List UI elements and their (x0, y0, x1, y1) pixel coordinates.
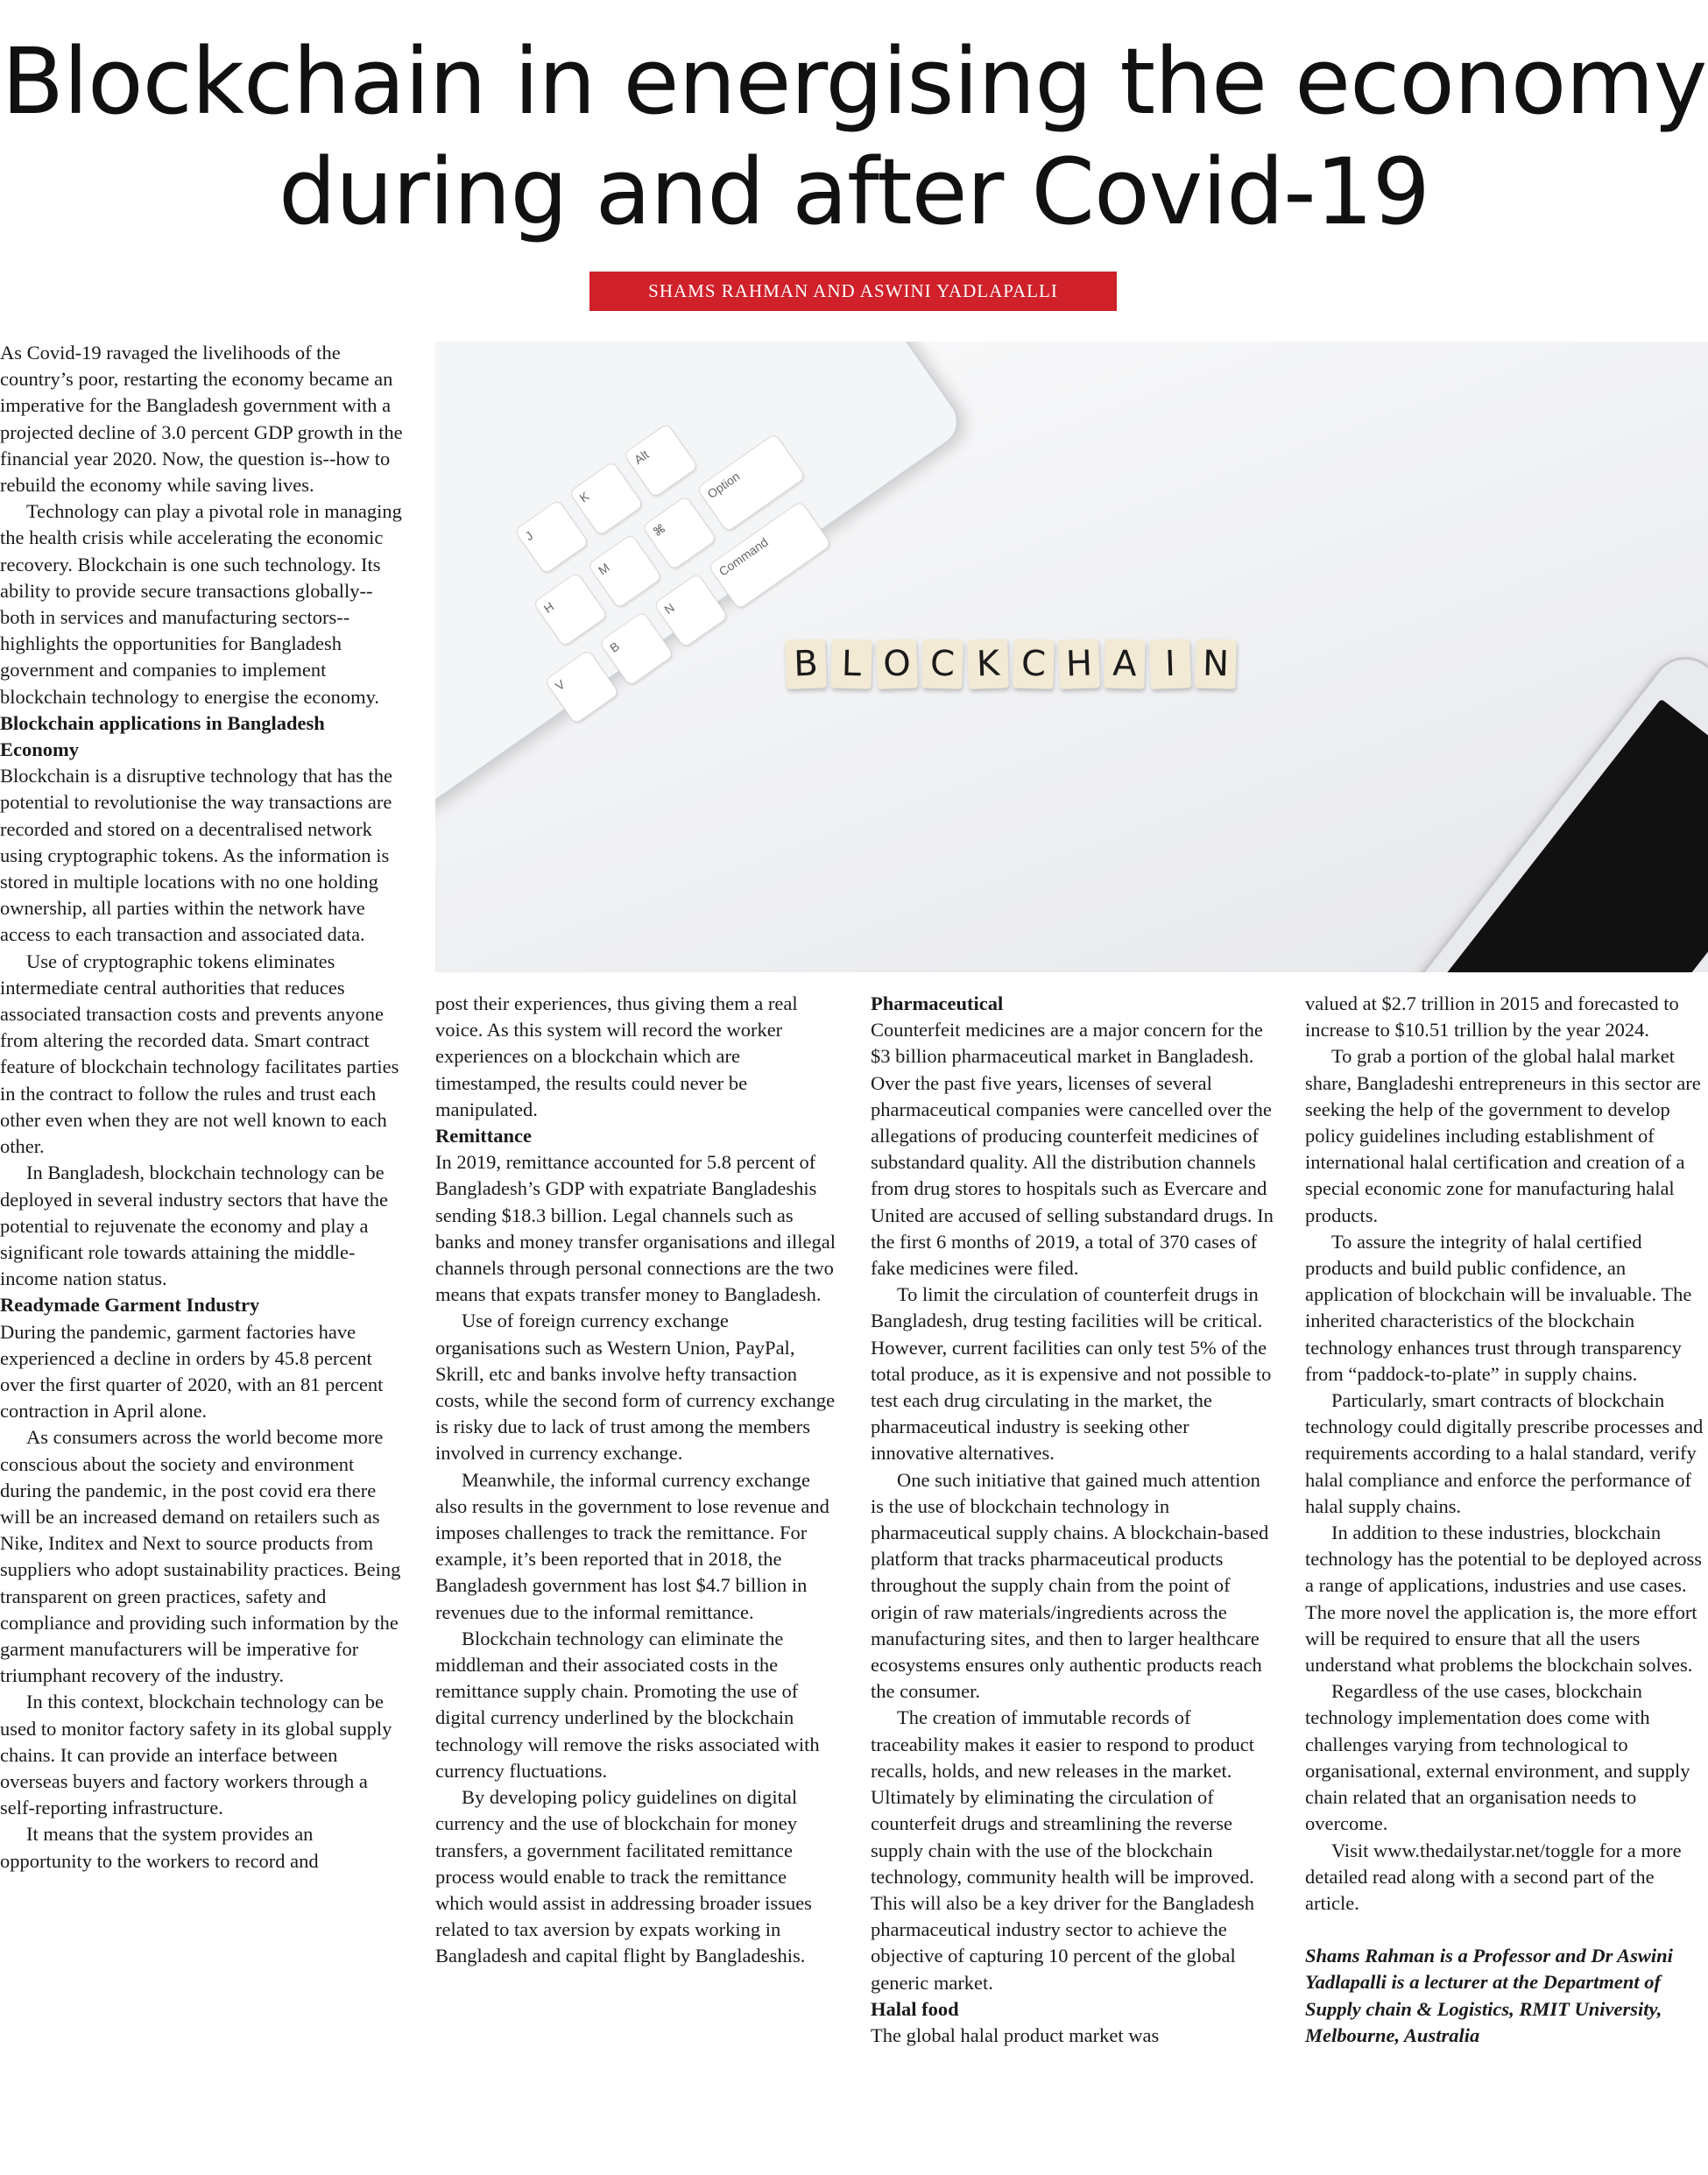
paragraph: Blockchain technology can eliminate the middleman and their associated costs in the remittance supply chain. Promoting the use of digital currency underlined by the blockchain technology will remove the risks associated with currency fluctuations. (435, 1627, 820, 1782)
keyboard-key: Command (708, 500, 832, 610)
paragraph: Visit www.thedailystar.net/toggle for a more detailed read along with a second part of the article. (1305, 1839, 1682, 1914)
letter-tile: N (1195, 639, 1236, 689)
paragraph: The global halal product market was (871, 2023, 1160, 2046)
article-column-1 (0, 340, 405, 1875)
paragraph: valued at $2.7 trillion in 2015 and forecasted to increase to $10.51 trillion by the year 2024. (1305, 992, 1679, 1042)
section-heading: Remittance (435, 1125, 532, 1148)
paragraph: It means that the system provides an opportunity to the workers to record and (0, 1823, 319, 1872)
letter-tile: C (1013, 639, 1054, 689)
letter-tile: L (830, 639, 872, 689)
headline (0, 26, 1708, 247)
paragraph: In addition to these industries, blockchain technology has the potential to be deployed across a range of applications, industries and use cases. The more novel the application is, the more effort will be required to ensure that all the users understand what problems the blockchain solves. (1305, 1522, 1702, 1677)
paragraph: Blockchain is a disruptive technology that has the potential to revolutionise the way transactions are recorded and stored on a decentralised network using cryptographic tokens. As the information is stored in multiple locations with no one holding ownership, all parties within the network have access to each transaction and associated data. (0, 765, 393, 946)
keyboard-key: ⌘ (642, 495, 717, 570)
section-heading: Readymade Garment Industry (0, 1294, 260, 1317)
section-heading: Halal food (871, 1997, 959, 2020)
letter-tile: H (1058, 639, 1100, 689)
article-photo (435, 342, 1708, 972)
headline-line-1: Blockchain in energising the economy (1, 28, 1707, 135)
keyboard-key: K (568, 461, 644, 536)
letter-tile: C (921, 639, 963, 689)
letter-tile: A (1104, 639, 1145, 689)
paragraph: The creation of immutable records of traceability makes it easier to respond to product recalls, holds, and new releases in the market. Ultimately by eliminating the circulation of counterfeit drugs and streamlining the reverse supply chain with the use of the blockchain technology, community health will be improved. This will also be a key driver for the Bangladesh pharmaceutical industry sector to achieve the objective of capturing 10 percent of the global generic market. (871, 1706, 1255, 1994)
keyboard-key: N (653, 573, 729, 648)
paragraph: By developing policy guidelines on digital currency and the use of blockchain for money transfers, a government facilitated remittance process would enable to track the remittance which would assist in addressing broader issues related to tax aversion by expats working in Bangladesh and capital flight by Bangladeshis. (435, 1786, 812, 1967)
smartphone-image (1395, 643, 1708, 972)
headline-line-2: during and after Covid-19 (279, 138, 1429, 245)
article-column-2 (435, 991, 838, 1970)
keyboard-key: J (514, 499, 589, 575)
paragraph: Particularly, smart contracts of blockchain technology could digitally prescribe processes and requirements according to a halal standard, verify halal compliance and enforce the performance of halal supply chains. (1305, 1389, 1704, 1517)
paragraph: In Bangladesh, blockchain technology can be deployed in several industry sectors that have the potential to rejuvenate the economy and play a significant role towards attaining the middle-income nation status. (0, 1162, 388, 1290)
paragraph: As consumers across the world become more conscious about the society and environment during the pandemic, in the post covid era there will be an increased demand on retailers such as Nike, Inditex and Next to source products from suppliers who adopt sustainability practices. Being transparent on green practices, safety and compliance and providing such information by the garment manufacturers will be imperative for triumphant recovery of the industry. (0, 1426, 401, 1687)
keyboard-key: V (544, 649, 619, 724)
paragraph: To assure the integrity of halal certified products and build public confidence, an application of blockchain will be invaluable. The inherited characteristics of the blockchain technology enhances trust through transparency from “paddock-to-plate” in supply chains. (1305, 1230, 1692, 1385)
paragraph: Technology can play a pivotal role in managing the health crisis while accelerating the economic recovery. Blockchain is one such technology. Its ability to provide secure transactions globally--both in services and manufacturing sectors--highlights the opportunities for Bangladesh government and companies to implement blockchain technology to energise the economy. (0, 500, 402, 708)
keyboard-key: M (587, 533, 662, 609)
byline: SHAMS RAHMAN AND ASWINI YADLAPALLI (589, 272, 1117, 311)
blockchain-letter-tiles (786, 639, 1236, 689)
paragraph: Counterfeit medicines are a major concern for the $3 billion pharmaceutical market in Bangladesh. Over the past five years, licenses of several pharmaceutical companies were cancelled over the allegations of producing counterfeit medicines of substandard quality. All the distribution channels from drug stores to hospitals such as Evercare and United are accused of selling substandard drugs. In the first 6 months of 2019, a total of 370 cases of fake medicines were filed. (871, 1019, 1274, 1280)
paragraph: Use of foreign currency exchange organisations such as Western Union, PayPal, Skrill, etc and banks involve hefty transaction costs, while the second form of currency exchange is risky due to lack of trust among the members involved in currency exchange. (435, 1310, 836, 1465)
paragraph: As Covid-19 ravaged the livelihoods of the country’s poor, restarting the economy became an imperative for the Bangladesh government with a projected decline of 3.0 percent GDP growth in the financial year 2020. Now, the question is--how to rebuild the economy while saving lives. (0, 342, 403, 497)
paragraph: In 2019, remittance accounted for 5.8 percent of Bangladesh’s GDP with expatriate Bangladeshis sending $18.3 billion. Legal channels such as banks and money transfer organisations and illegal channels through personal connections are the two means that expats transfer money to Bangladesh. (435, 1151, 836, 1306)
keyboard-key: Alt (623, 423, 698, 498)
article-column-4 (1305, 991, 1708, 2049)
author-bio: Shams Rahman is a Professor and Dr Aswini Yadlapalli is a lecturer at the Department of Supply chain & Logistics, RMIT University, Melbourne, Australia (1305, 1945, 1673, 2046)
keyboard-key: Option (696, 433, 807, 533)
letter-tile: K (967, 639, 1009, 689)
keyboard-key: B (598, 611, 674, 686)
paragraph: In this context, blockchain technology can be used to monitor factory safety in its global supply chains. It can provide an interface between overseas buyers and factory workers through a self-reporting infrastructure. (0, 1691, 392, 1819)
letter-tile: O (876, 639, 918, 689)
letter-tile: B (785, 639, 827, 689)
paragraph: One such initiative that gained much attention is the use of blockchain technology in pharmaceutical supply chains. A blockchain-based platform that tracks pharmaceutical products throughout the supply chain from the point of origin of raw materials/ingredients across the manufacturing sites, and then to larger healthcare ecosystems ensures only authentic products reach the consumer. (871, 1468, 1269, 1703)
paragraph: post their experiences, thus giving them a real voice. As this system will record the worker experiences on a blockchain which are timestamped, the results could never be manipulated. (435, 992, 798, 1120)
paragraph: To grab a portion of the global halal market share, Bangladeshi entrepreneurs in this sector are seeking the help of the government to develop policy guidelines including establishment of international halal certification and creation of a special economic zone for manufacturing halal products. (1305, 1045, 1701, 1226)
section-heading: Blockchain applications in Bangladesh Economy (0, 711, 325, 761)
paragraph: Regardless of the use cases, blockchain technology implementation does come with challenges varying from technological to organisational, external environment, and supply chain related that an organisation needs to overcome. (1305, 1680, 1690, 1835)
keyboard-key: H (533, 572, 608, 647)
paragraph: To limit the circulation of counterfeit drugs in Bangladesh, drug testing facilities will be critical. However, current facilities can only test 5% of the total produce, as it is expensive and not possible to test each drug circulating in the market, the pharmaceutical industry is seeking other innovative alternatives. (871, 1283, 1272, 1465)
section-heading: Pharmaceutical (871, 992, 1004, 1014)
paragraph: During the pandemic, garment factories have experienced a decline in orders by 45.8 percent over the first quarter of 2020, with an 81 percent contraction in April alone. (0, 1320, 384, 1423)
letter-tile: I (1149, 639, 1191, 689)
keyboard-image (435, 342, 969, 842)
paragraph: Use of cryptographic tokens eliminates intermediate central authorities that reduces associated transaction costs and prevents anyone from altering the recorded data. Smart contract feature of blockchain technology facilitates parties in the contract to follow the rules and trust each other even when they are not well known to each other. (0, 950, 399, 1158)
phone-screen (1445, 699, 1708, 972)
article-column-3 (871, 991, 1274, 2049)
paragraph: Meanwhile, the informal currency exchange also results in the government to lose revenue and imposes challenges to track the remittance. For example, it’s been reported that in 2018, the Bangladesh government has lost $4.7 billion in revenues due to the informal remittance. (435, 1468, 829, 1623)
